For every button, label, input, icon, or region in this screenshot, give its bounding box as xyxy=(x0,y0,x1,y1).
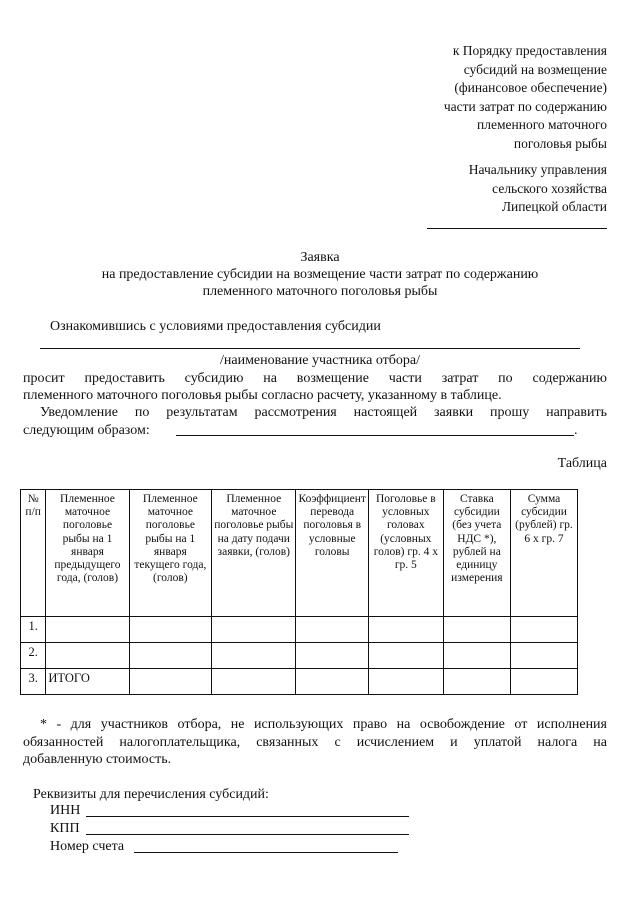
table-cell[interactable] xyxy=(296,643,368,669)
attachment-line: к Порядку предоставления xyxy=(452,43,607,58)
table-cell[interactable] xyxy=(212,617,296,643)
attachment-line: племенного маточного xyxy=(477,117,607,132)
account-label: Номер счета xyxy=(50,839,125,854)
addressee-line: сельского хозяйства xyxy=(492,180,607,196)
header-sum: Сумма субсидии (рублей) гр. 6 х гр. 7 xyxy=(511,490,578,617)
attachment-line: поголовья рыбы xyxy=(513,135,607,151)
row-label[interactable] xyxy=(46,643,129,669)
footnote-line3: добавленную стоимость. xyxy=(23,752,172,767)
inn-label: ИНН xyxy=(50,803,81,818)
header-rate: Ставка субсидии (без учета НДС *), рублей на единицу измерения xyxy=(443,490,510,617)
notice-end: . xyxy=(574,423,578,438)
title-line3: племенного маточного поголовья рыбы xyxy=(202,284,438,299)
attachment-line: (финансовое обеспечение) xyxy=(454,80,607,95)
table-row xyxy=(21,617,578,643)
table-cell[interactable] xyxy=(296,617,368,643)
addressee xyxy=(469,161,607,217)
table-cell[interactable] xyxy=(443,669,510,695)
header-prev-year: Племенное маточное поголовье рыбы на 1 января предыдущего года, (голов) xyxy=(46,490,129,617)
footnote-line2: обязанностей налогоплательщика, связанных с исчислением и уплатой налога на xyxy=(23,735,607,750)
table-cell[interactable] xyxy=(511,669,578,695)
row-num: 2. xyxy=(21,643,46,669)
table-cell[interactable] xyxy=(212,643,296,669)
inn-field[interactable] xyxy=(86,816,409,817)
addressee-line: Начальнику управления xyxy=(468,162,607,177)
requisites-title: Реквизиты для перечисления субсидий: xyxy=(33,787,269,802)
table-cell[interactable] xyxy=(129,669,212,695)
table-cell[interactable] xyxy=(129,617,212,643)
row-label[interactable] xyxy=(46,617,129,643)
row-label: ИТОГО xyxy=(46,669,129,695)
attachment-line: субсидий на возмещение xyxy=(463,61,607,77)
row-num: 1. xyxy=(21,617,46,643)
header-coefficient: Коэффициент перевода поголовья в условные головы xyxy=(296,490,368,617)
header-num: № п/п xyxy=(21,490,46,617)
intro-text: Ознакомившись с условиями предоставления субсидии xyxy=(50,319,381,334)
table-cell[interactable] xyxy=(368,617,443,643)
table-cell[interactable] xyxy=(368,643,443,669)
kpp-field[interactable] xyxy=(86,834,409,835)
attachment-note xyxy=(444,42,607,153)
notice-method-line xyxy=(176,435,574,436)
footnote-line1: * - для участников отбора, не использующих право на освобождение от исполнения xyxy=(40,717,607,732)
table-caption: Таблица xyxy=(557,456,607,471)
table-cell[interactable] xyxy=(511,643,578,669)
table-header-row xyxy=(21,490,578,617)
request-line2: племенного маточного поголовья рыбы согласно расчету, указанному в таблице. xyxy=(23,388,502,403)
subsidy-table xyxy=(20,489,578,695)
table-cell[interactable] xyxy=(212,669,296,695)
participant-caption: /наименование участника отбора/ xyxy=(219,353,421,368)
table-cell[interactable] xyxy=(443,643,510,669)
table-cell[interactable] xyxy=(296,669,368,695)
signature-line xyxy=(427,228,607,229)
attachment-line: части затрат по содержанию xyxy=(443,98,607,114)
document-title xyxy=(0,249,640,300)
table-cell[interactable] xyxy=(511,617,578,643)
notice-line2: следующим образом: xyxy=(23,423,150,438)
table-row-total xyxy=(21,669,578,695)
row-num: 3. xyxy=(21,669,46,695)
header-application-date: Племенное маточное поголовье рыбы на дату подачи заявки, (голов) xyxy=(212,490,296,617)
account-field[interactable] xyxy=(134,852,398,853)
title-line1: Заявка xyxy=(300,250,340,265)
table-cell[interactable] xyxy=(129,643,212,669)
kpp-label: КПП xyxy=(50,821,80,836)
header-current-year: Племенное маточное поголовье рыбы на 1 января текущего года, (голов) xyxy=(129,490,212,617)
request-line1: просит предоставить субсидию на возмещение части затрат по содержанию xyxy=(23,371,607,386)
notice-line1: Уведомление по результатам рассмотрения настоящей заявки прошу направить xyxy=(40,405,607,420)
table-cell[interactable] xyxy=(368,669,443,695)
header-conditional-heads: Поголовье в условных головах (условных голов) гр. 4 х гр. 5 xyxy=(368,490,443,617)
title-line2: на предоставление субсидии на возмещение части затрат по содержанию xyxy=(101,267,539,282)
table-cell[interactable] xyxy=(443,617,510,643)
addressee-line: Липецкой области xyxy=(501,199,607,214)
table-row xyxy=(21,643,578,669)
participant-name-line xyxy=(40,348,580,349)
